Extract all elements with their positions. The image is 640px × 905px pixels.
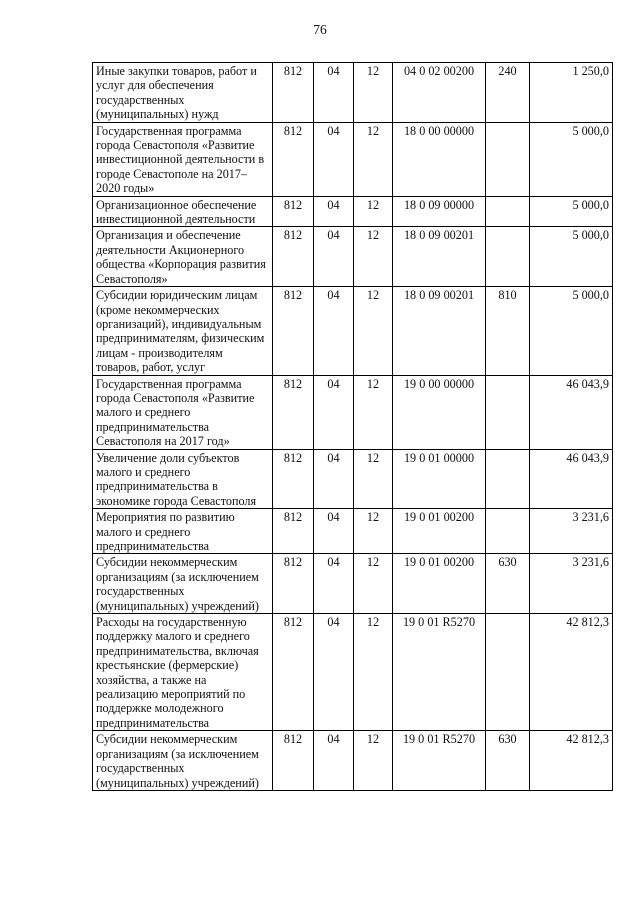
section-code-cell: 04 (314, 614, 354, 731)
expense-type-cell (486, 227, 530, 287)
page-number: 76 (313, 22, 327, 37)
department-code-cell: 812 (273, 449, 314, 509)
table-row (93, 196, 613, 227)
target-article-cell: 19 0 01 00000 (393, 449, 486, 509)
expense-name-cell: Субсидии некоммерческим организациям (за исключением государственных (муниципальных) учреждений) (93, 731, 273, 791)
section-code-cell: 04 (314, 731, 354, 791)
target-article-cell: 18 0 09 00201 (393, 287, 486, 375)
table-row (93, 731, 613, 791)
table-row (93, 554, 613, 614)
department-code-cell: 812 (273, 63, 314, 123)
table-row (93, 509, 613, 554)
expense-name-cell: Расходы на государственную поддержку малого и среднего предпринимательства, включая крестьянские (фермерские) хозяйства, а также на реализацию мероприятий по поддержке молодежного предпринимательства (93, 614, 273, 731)
amount-cell: 42 812,3 (530, 614, 613, 731)
expense-type-cell (486, 122, 530, 196)
expense-name-cell: Увеличение доли субъектов малого и среднего предпринимательства в экономике города Севастополя (93, 449, 273, 509)
subsection-code-cell: 12 (354, 731, 393, 791)
expense-type-cell (486, 509, 530, 554)
department-code-cell: 812 (273, 509, 314, 554)
amount-cell: 46 043,9 (530, 375, 613, 449)
table-row (93, 63, 613, 123)
budget-table (92, 62, 613, 791)
expense-name-cell: Иные закупки товаров, работ и услуг для обеспечения государственных (муниципальных) нужд (93, 63, 273, 123)
table-row (93, 375, 613, 449)
amount-cell: 3 231,6 (530, 509, 613, 554)
subsection-code-cell: 12 (354, 227, 393, 287)
department-code-cell: 812 (273, 287, 314, 375)
expense-type-cell: 630 (486, 731, 530, 791)
subsection-code-cell: 12 (354, 196, 393, 227)
section-code-cell: 04 (314, 196, 354, 227)
expense-name-cell: Субсидии некоммерческим организациям (за исключением государственных (муниципальных) учреждений) (93, 554, 273, 614)
amount-cell: 5 000,0 (530, 227, 613, 287)
department-code-cell: 812 (273, 122, 314, 196)
table-row (93, 227, 613, 287)
expense-type-cell: 810 (486, 287, 530, 375)
target-article-cell: 18 0 09 00201 (393, 227, 486, 287)
table-row (93, 287, 613, 375)
expense-name-cell: Организационное обеспечение инвестиционной деятельности (93, 196, 273, 227)
department-code-cell: 812 (273, 614, 314, 731)
section-code-cell: 04 (314, 375, 354, 449)
expense-name-cell: Субсидии юридическим лицам (кроме некоммерческих организаций), индивидуальным предпринимателям, физическим лицам - производителям товаров, работ, услуг (93, 287, 273, 375)
department-code-cell: 812 (273, 375, 314, 449)
target-article-cell: 19 0 00 00000 (393, 375, 486, 449)
table-row (93, 122, 613, 196)
expense-name-cell: Государственная программа города Севастополя «Развитие инвестиционной деятельности в городе Севастополе на 2017–2020 годы» (93, 122, 273, 196)
section-code-cell: 04 (314, 122, 354, 196)
expense-type-cell (486, 196, 530, 227)
amount-cell: 42 812,3 (530, 731, 613, 791)
subsection-code-cell: 12 (354, 509, 393, 554)
subsection-code-cell: 12 (354, 375, 393, 449)
target-article-cell: 19 0 01 R5270 (393, 731, 486, 791)
section-code-cell: 04 (314, 554, 354, 614)
expense-name-cell: Мероприятия по развитию малого и среднего предпринимательства (93, 509, 273, 554)
amount-cell: 46 043,9 (530, 449, 613, 509)
target-article-cell: 18 0 09 00000 (393, 196, 486, 227)
amount-cell: 5 000,0 (530, 122, 613, 196)
target-article-cell: 04 0 02 00200 (393, 63, 486, 123)
subsection-code-cell: 12 (354, 449, 393, 509)
table-row (93, 614, 613, 731)
subsection-code-cell: 12 (354, 63, 393, 123)
amount-cell: 5 000,0 (530, 287, 613, 375)
section-code-cell: 04 (314, 227, 354, 287)
target-article-cell: 19 0 01 R5270 (393, 614, 486, 731)
table-row (93, 449, 613, 509)
amount-cell: 1 250,0 (530, 63, 613, 123)
amount-cell: 3 231,6 (530, 554, 613, 614)
expense-name-cell: Государственная программа города Севастополя «Развитие малого и среднего предпринимательства Севастополя на 2017 год» (93, 375, 273, 449)
subsection-code-cell: 12 (354, 614, 393, 731)
target-article-cell: 19 0 01 00200 (393, 554, 486, 614)
target-article-cell: 19 0 01 00200 (393, 509, 486, 554)
department-code-cell: 812 (273, 554, 314, 614)
amount-cell: 5 000,0 (530, 196, 613, 227)
expense-type-cell: 630 (486, 554, 530, 614)
expense-type-cell (486, 614, 530, 731)
section-code-cell: 04 (314, 63, 354, 123)
expense-name-cell: Организация и обеспечение деятельности Акционерного общества «Корпорация развития Севастополя» (93, 227, 273, 287)
section-code-cell: 04 (314, 287, 354, 375)
department-code-cell: 812 (273, 731, 314, 791)
target-article-cell: 18 0 00 00000 (393, 122, 486, 196)
expense-type-cell: 240 (486, 63, 530, 123)
department-code-cell: 812 (273, 227, 314, 287)
subsection-code-cell: 12 (354, 554, 393, 614)
section-code-cell: 04 (314, 449, 354, 509)
expense-type-cell (486, 375, 530, 449)
subsection-code-cell: 12 (354, 287, 393, 375)
subsection-code-cell: 12 (354, 122, 393, 196)
section-code-cell: 04 (314, 509, 354, 554)
expense-type-cell (486, 449, 530, 509)
department-code-cell: 812 (273, 196, 314, 227)
